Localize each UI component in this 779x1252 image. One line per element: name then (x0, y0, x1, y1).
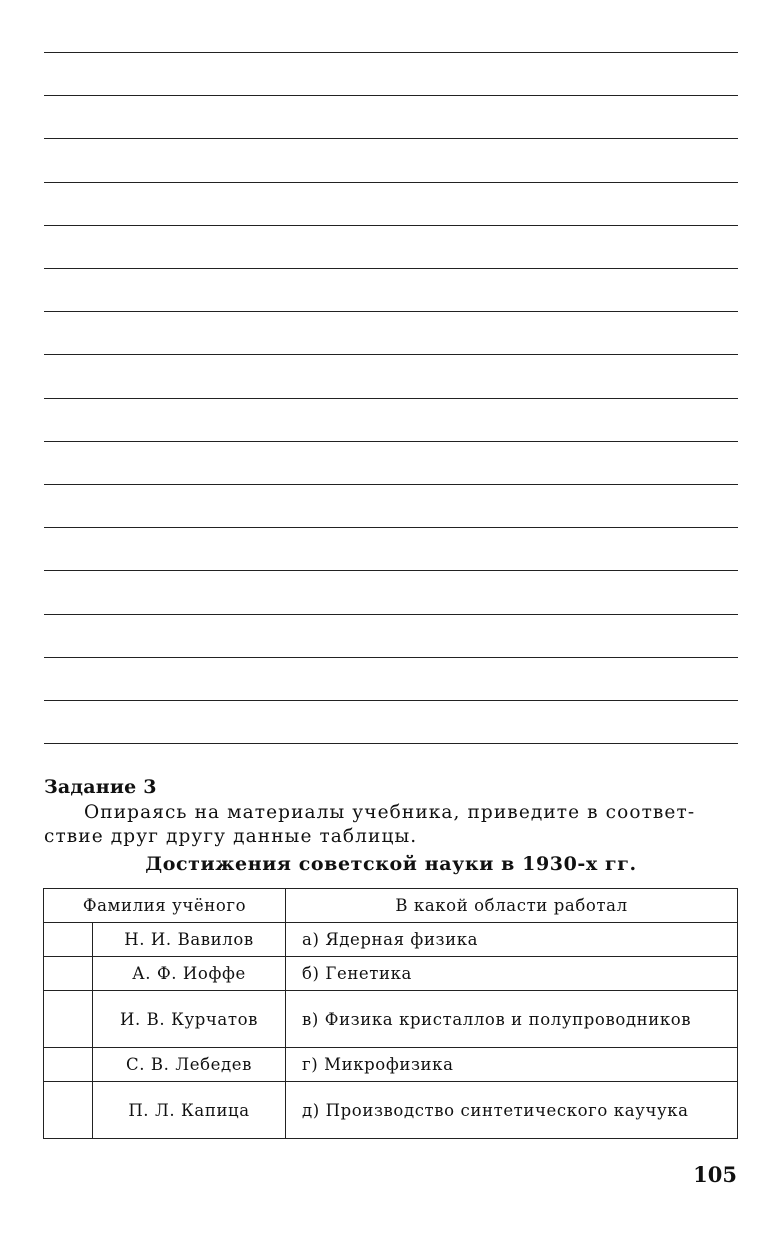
answer-cell[interactable] (44, 957, 93, 991)
field-of-work: б) Генетика (286, 957, 738, 991)
table-row (44, 991, 738, 1048)
table-row (44, 1082, 738, 1139)
answer-line (44, 311, 738, 312)
answer-line (44, 182, 738, 183)
answer-line (44, 268, 738, 269)
answer-line (44, 700, 738, 701)
scientist-name: П. Л. Капица (93, 1082, 286, 1139)
answer-line (44, 52, 738, 53)
answer-line (44, 354, 738, 355)
table-row (44, 923, 738, 957)
scientist-name: С. В. Лебедев (93, 1048, 286, 1082)
answer-line (44, 570, 738, 571)
page-number: 105 (693, 1162, 737, 1187)
answer-line (44, 527, 738, 528)
table-row (44, 957, 738, 991)
answer-line (44, 225, 738, 226)
answer-line (44, 614, 738, 615)
field-of-work: д) Производство синтетического каучука (286, 1082, 738, 1139)
table-caption: Достижения советской науки в 1930-х гг. (145, 853, 637, 875)
task-title: Задание 3 (44, 776, 157, 798)
field-of-work: в) Физика кристаллов и полупроводников (286, 991, 738, 1048)
answer-line (44, 743, 738, 744)
header-scientist: Фамилия учёного (44, 889, 286, 923)
answer-line (44, 484, 738, 485)
table-row (44, 1048, 738, 1082)
matching-table (43, 888, 738, 1139)
answer-cell[interactable] (44, 1048, 93, 1082)
table-header-row (44, 889, 738, 923)
scientist-name: А. Ф. Иоффе (93, 957, 286, 991)
task-instruction (44, 801, 738, 849)
instruction-line-1: Опираясь на материалы учебника, приведите в соответ- (84, 802, 696, 823)
answer-line (44, 398, 738, 399)
answer-cell[interactable] (44, 991, 93, 1048)
instruction-line-2: ствие друг другу данные таблицы. (44, 826, 418, 847)
answer-line (44, 441, 738, 442)
answer-cell[interactable] (44, 1082, 93, 1139)
field-of-work: а) Ядерная физика (286, 923, 738, 957)
header-field: В какой области работал (286, 889, 738, 923)
answer-line (44, 95, 738, 96)
answer-line (44, 657, 738, 658)
scientist-name: Н. И. Вавилов (93, 923, 286, 957)
scientist-name: И. В. Курчатов (93, 991, 286, 1048)
answer-cell[interactable] (44, 923, 93, 957)
field-of-work: г) Микрофизика (286, 1048, 738, 1082)
answer-line (44, 138, 738, 139)
